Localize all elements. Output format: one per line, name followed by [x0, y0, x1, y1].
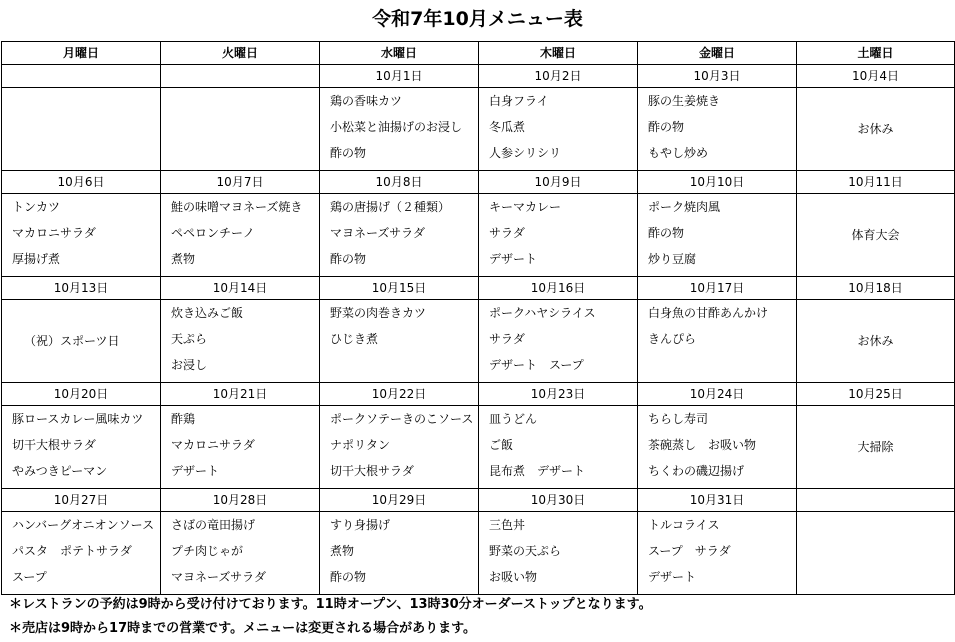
- menu-cell: [2, 194, 161, 277]
- menu-item: ひじき煮: [330, 332, 379, 346]
- date-cell: 10月16日: [479, 277, 638, 300]
- menu-item: 酢の物: [648, 120, 685, 134]
- date-cell: 10月1日: [320, 65, 479, 88]
- date-cell: 10月3日: [638, 65, 797, 88]
- menu-item: ナポリタン: [330, 438, 391, 452]
- menu-item: 天ぷら: [171, 332, 208, 346]
- menu-cell: [638, 406, 797, 489]
- menu-cell: [2, 300, 161, 383]
- menu-row: [2, 194, 955, 277]
- menu-item: 切干大根サラダ: [12, 438, 96, 452]
- menu-item: 白身魚の甘酢あんかけ: [648, 306, 769, 320]
- menu-item: スープ サラダ: [648, 544, 731, 558]
- date-cell: 10月24日: [638, 383, 797, 406]
- date-cell: 10月17日: [638, 277, 797, 300]
- menu-item: ちくわの磯辺揚げ: [648, 464, 745, 478]
- menu-item: ハンバーグオニオンソース: [12, 518, 155, 532]
- menu-item: 酢の物: [330, 252, 367, 266]
- menu-cell: [797, 194, 955, 277]
- menu-item: もやし炒め: [648, 146, 709, 160]
- date-cell: 10月22日: [320, 383, 479, 406]
- date-cell: 10月11日: [797, 171, 955, 194]
- page-title: 令和7年10月メニュー表: [372, 8, 583, 30]
- menu-cell: [797, 406, 955, 489]
- date-cell: 10月25日: [797, 383, 955, 406]
- menu-item: 野菜の肉巻きカツ: [330, 306, 427, 320]
- menu-item: デザート スープ: [489, 358, 584, 372]
- date-cell: 10月21日: [161, 383, 320, 406]
- menu-item: きんぴら: [648, 332, 697, 346]
- menu-item: 酢の物: [330, 570, 367, 584]
- menu-cell: [638, 512, 797, 595]
- menu-item: 体育大会: [851, 228, 900, 242]
- menu-cell: [320, 300, 479, 383]
- weekday-header: 水曜日: [320, 42, 479, 65]
- menu-item: 茶碗蒸し お吸い物: [648, 438, 757, 452]
- menu-cell: [479, 512, 638, 595]
- menu-cell: [161, 406, 320, 489]
- menu-cell: [320, 88, 479, 171]
- menu-cell: [638, 300, 797, 383]
- menu-item: やみつきピーマン: [12, 464, 108, 478]
- menu-cell: [479, 300, 638, 383]
- menu-item: トンカツ: [12, 200, 61, 214]
- date-cell: 10月14日: [161, 277, 320, 300]
- menu-item: 豚の生姜焼き: [648, 94, 721, 108]
- menu-item: 鮭の味噌マヨネーズ焼き: [171, 200, 303, 214]
- date-cell: 10月20日: [2, 383, 161, 406]
- menu-item: 厚揚げ煮: [12, 252, 61, 266]
- menu-cell: [320, 194, 479, 277]
- menu-cell: [161, 194, 320, 277]
- menu-item: すり身揚げ: [330, 518, 391, 532]
- date-cell: 10月27日: [2, 489, 161, 512]
- date-cell: 10月30日: [479, 489, 638, 512]
- menu-cell: [479, 194, 638, 277]
- menu-item: 野菜の天ぷら: [489, 544, 562, 558]
- menu-item: 三色丼: [489, 518, 526, 532]
- weekday-header: 木曜日: [479, 42, 638, 65]
- menu-row: [2, 512, 955, 595]
- menu-table: [1, 41, 955, 595]
- date-cell: 10月15日: [320, 277, 479, 300]
- menu-item: 炊き込みご飯: [171, 306, 244, 320]
- date-cell: 10月10日: [638, 171, 797, 194]
- menu-item: キーマカレー: [489, 200, 562, 214]
- date-cell: 10月23日: [479, 383, 638, 406]
- menu-item: （祝）スポーツ日: [24, 334, 120, 348]
- menu-item: 炒り豆腐: [648, 252, 697, 266]
- date-cell: 10月7日: [161, 171, 320, 194]
- menu-item: ペペロンチーノ: [171, 226, 255, 240]
- notes: [9, 593, 652, 641]
- date-cell: 10月8日: [320, 171, 479, 194]
- weekday-header: 月曜日: [2, 42, 161, 65]
- menu-cell: [797, 300, 955, 383]
- menu-item: 昆布煮 デザート: [489, 464, 586, 478]
- weekday-header: 土曜日: [797, 42, 955, 65]
- menu-row: [2, 300, 955, 383]
- date-cell: [797, 489, 955, 512]
- menu-item: さばの竜田揚げ: [171, 518, 256, 532]
- date-cell: 10月6日: [2, 171, 161, 194]
- menu-item: マヨネーズサラダ: [171, 570, 267, 584]
- date-row: [2, 277, 955, 300]
- menu-row: [2, 406, 955, 489]
- menu-item: お浸し: [171, 358, 208, 372]
- menu-item: 鶏の唐揚げ（２種類）: [330, 200, 451, 214]
- menu-item: マヨネーズサラダ: [330, 226, 426, 240]
- menu-item: 切干大根サラダ: [330, 464, 414, 478]
- menu-item: 皿うどん: [489, 412, 538, 426]
- menu-item: トルコライス: [648, 518, 720, 532]
- menu-cell: [161, 88, 320, 171]
- menu-item: ポークハヤシライス: [489, 306, 596, 320]
- menu-item: ポーク焼肉風: [648, 200, 721, 214]
- menu-item: 鶏の香味カツ: [330, 94, 403, 108]
- menu-item: 酢の物: [330, 146, 367, 160]
- menu-cell: [479, 88, 638, 171]
- menu-item: 大掃除: [857, 440, 894, 454]
- menu-item: デザート: [171, 464, 220, 478]
- menu-item: デザート: [489, 252, 538, 266]
- date-row: [2, 489, 955, 512]
- menu-item: プチ肉じゃが: [171, 544, 244, 558]
- menu-cell: [320, 406, 479, 489]
- date-cell: [161, 65, 320, 88]
- date-cell: [2, 65, 161, 88]
- date-row: [2, 65, 955, 88]
- menu-item: 煮物: [330, 544, 355, 558]
- menu-item: 冬瓜煮: [489, 120, 526, 134]
- menu-item: お休み: [857, 334, 894, 348]
- menu-item: サラダ: [489, 226, 525, 240]
- menu-item: マカロニサラダ: [171, 438, 255, 452]
- note-shop: ＊売店は9時から17時までの営業です。メニューは変更される場合があります。: [9, 621, 477, 636]
- date-cell: 10月4日: [797, 65, 955, 88]
- menu-cell: [161, 512, 320, 595]
- menu-item: サラダ: [489, 332, 525, 346]
- menu-item: マカロニサラダ: [12, 226, 96, 240]
- menu-cell: [638, 194, 797, 277]
- menu-item: デザート: [648, 570, 697, 584]
- menu-item: 人参シリシリ: [489, 146, 562, 160]
- menu-item: ちらし寿司: [648, 412, 709, 426]
- date-cell: 10月13日: [2, 277, 161, 300]
- menu-item: お休み: [857, 122, 894, 136]
- menu-item: ご飯: [489, 438, 514, 452]
- menu-cell: [797, 512, 955, 595]
- date-row: [2, 383, 955, 406]
- weekday-header-row: [2, 42, 955, 65]
- menu-cell: [479, 406, 638, 489]
- weekday-header: 火曜日: [161, 42, 320, 65]
- menu-cell: [2, 88, 161, 171]
- menu-item: お吸い物: [489, 570, 538, 584]
- menu-item: 煮物: [171, 252, 196, 266]
- menu-item: 酢鶏: [171, 412, 196, 426]
- menu-cell: [638, 88, 797, 171]
- date-cell: 10月29日: [320, 489, 479, 512]
- date-cell: 10月9日: [479, 171, 638, 194]
- date-row: [2, 171, 955, 194]
- menu-item: 酢の物: [648, 226, 685, 240]
- date-cell: 10月2日: [479, 65, 638, 88]
- date-cell: 10月28日: [161, 489, 320, 512]
- menu-cell: [2, 406, 161, 489]
- menu-row: [2, 88, 955, 171]
- weekday-header: 金曜日: [638, 42, 797, 65]
- menu-item: 小松菜と油揚げのお浸し: [330, 120, 463, 134]
- menu-item: パスタ ポテトサラダ: [12, 544, 132, 558]
- note-reservation: ＊レストランの予約は9時から受け付けております。11時オープン、13時30分オーダーストップとなります。: [9, 597, 652, 612]
- menu-cell: [320, 512, 479, 595]
- menu-item: スープ: [12, 570, 47, 584]
- menu-item: ポークソテーきのこソース: [330, 412, 474, 426]
- date-cell: 10月31日: [638, 489, 797, 512]
- menu-cell: [2, 512, 161, 595]
- menu-item: 白身フライ: [489, 94, 549, 108]
- menu-cell: [797, 88, 955, 171]
- menu-cell: [161, 300, 320, 383]
- menu-item: 豚ロースカレー風味カツ: [12, 412, 144, 426]
- date-cell: 10月18日: [797, 277, 955, 300]
